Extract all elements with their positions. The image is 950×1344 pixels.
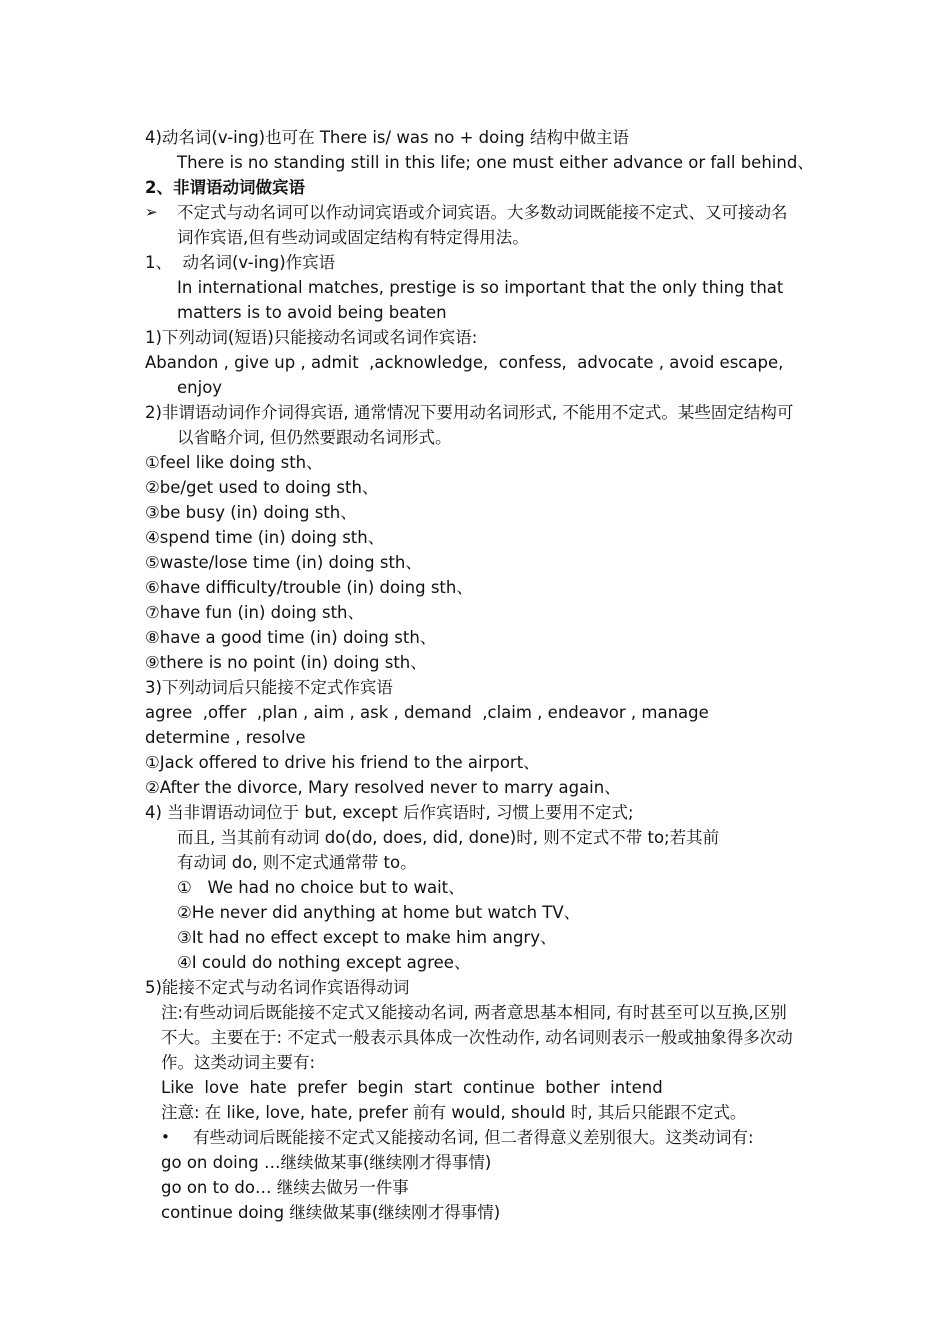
list-item-8: ⑧have a good time (in) doing sth、: [145, 628, 437, 647]
line-28: 4) 当非谓语动词位于 but, except 后作宾语时, 习惯上要用不定式;: [145, 803, 634, 822]
line-4: 不定式与动名词可以作动词宾语或介词宾语。大多数动词既能接不定式、又可接动名: [177, 203, 788, 222]
line-24: agree ,offer ,plan , aim , ask , demand ,claim , endeavor , manage: [145, 703, 709, 722]
line-41: 有些动词后既能接不定式又能接动名词, 但二者得意义差别很大。这类动词有:: [193, 1128, 754, 1147]
line-2: There is no standing still in this life; one must either advance or fall behind、: [177, 153, 814, 172]
arrow-bullet-icon: ➢: [145, 203, 158, 221]
line-13: 以省略介词, 但仍然要跟动名词形式。: [177, 428, 452, 447]
example-4: ②He never did anything at home but watch TV、: [177, 903, 581, 922]
example-6: ④I could do nothing except agree、: [177, 953, 471, 972]
example-2: ②After the divorce, Mary resolved never to marry again、: [145, 778, 621, 797]
line-44: continue doing 继续做某事(继续刚才得事情): [161, 1203, 501, 1222]
line-30: 有动词 do, 则不定式通常带 to。: [177, 853, 417, 872]
line-40: 注意: 在 like, love, hate, prefer 前有 would, should 时, 其后只能跟不定式。: [161, 1103, 747, 1122]
line-37: 不大。主要在于: 不定式一般表示具体成一次性动作, 动名词则表示一般或抽象得多次动: [161, 1028, 793, 1047]
line-29: 而且, 当其前有动词 do(do, does, did, done)时, 则不定式不带 to;若其前: [177, 828, 720, 847]
line-12: 2)非谓语动词作介词得宾语, 通常情况下要用动名词形式, 不能用不定式。某些固定结构可: [145, 403, 794, 422]
list-item-9: ⑨there is no point (in) doing sth、: [145, 653, 427, 672]
example-3: ① We had no choice but to wait、: [177, 878, 465, 897]
line-10: Abandon , give up , admit ,acknowledge, confess, advocate , avoid escape,: [145, 353, 784, 372]
line-7: In international matches, prestige is so important that the only thing that: [177, 278, 784, 297]
line-6: 1、 动名词(v-ing)作宾语: [145, 253, 336, 272]
line-42: go on doing …继续做某事(继续刚才得事情): [161, 1153, 492, 1172]
list-item-7: ⑦have fun (in) doing sth、: [145, 603, 365, 622]
line-25: determine , resolve: [145, 728, 306, 747]
list-item-5: ⑤waste/lose time (in) doing sth、: [145, 553, 422, 572]
list-item-3: ③be busy (in) doing sth、: [145, 503, 357, 522]
section-heading: 2、非谓语动词做宾语: [145, 178, 305, 197]
list-item-4: ④spend time (in) doing sth、: [145, 528, 385, 547]
line-36: 注:有些动词后既能接不定式又能接动名词, 两者意思基本相同, 有时甚至可以互换,区别: [161, 1003, 787, 1022]
example-1: ①Jack offered to drive his friend to the airport、: [145, 753, 540, 772]
line-43: go on to do… 继续去做另一件事: [161, 1178, 409, 1197]
example-5: ③It had no effect except to make him angry、: [177, 928, 557, 947]
line-38: 作。这类动词主要有:: [161, 1053, 316, 1072]
line-11: enjoy: [177, 378, 223, 397]
list-item-1: ①feel like doing sth、: [145, 453, 323, 472]
line-9: 1)下列动词(短语)只能接动名词或名词作宾语:: [145, 328, 478, 347]
line-35: 5)能接不定式与动名词作宾语得动词: [145, 978, 410, 997]
line-39: Like love hate prefer begin start continue bother intend: [161, 1078, 663, 1097]
line-5: 词作宾语,但有些动词或固定结构有特定得用法。: [177, 228, 529, 247]
list-item-6: ⑥have difficulty/trouble (in) doing sth、: [145, 578, 473, 597]
dot-bullet-icon: •: [161, 1128, 170, 1146]
line-1: 4)动名词(v-ing)也可在 There is/ was no + doing 结构中做主语: [145, 128, 629, 147]
line-23: 3)下列动词后只能接不定式作宾语: [145, 678, 393, 697]
list-item-2: ②be/get used to doing sth、: [145, 478, 379, 497]
line-8: matters is to avoid being beaten: [177, 303, 447, 322]
